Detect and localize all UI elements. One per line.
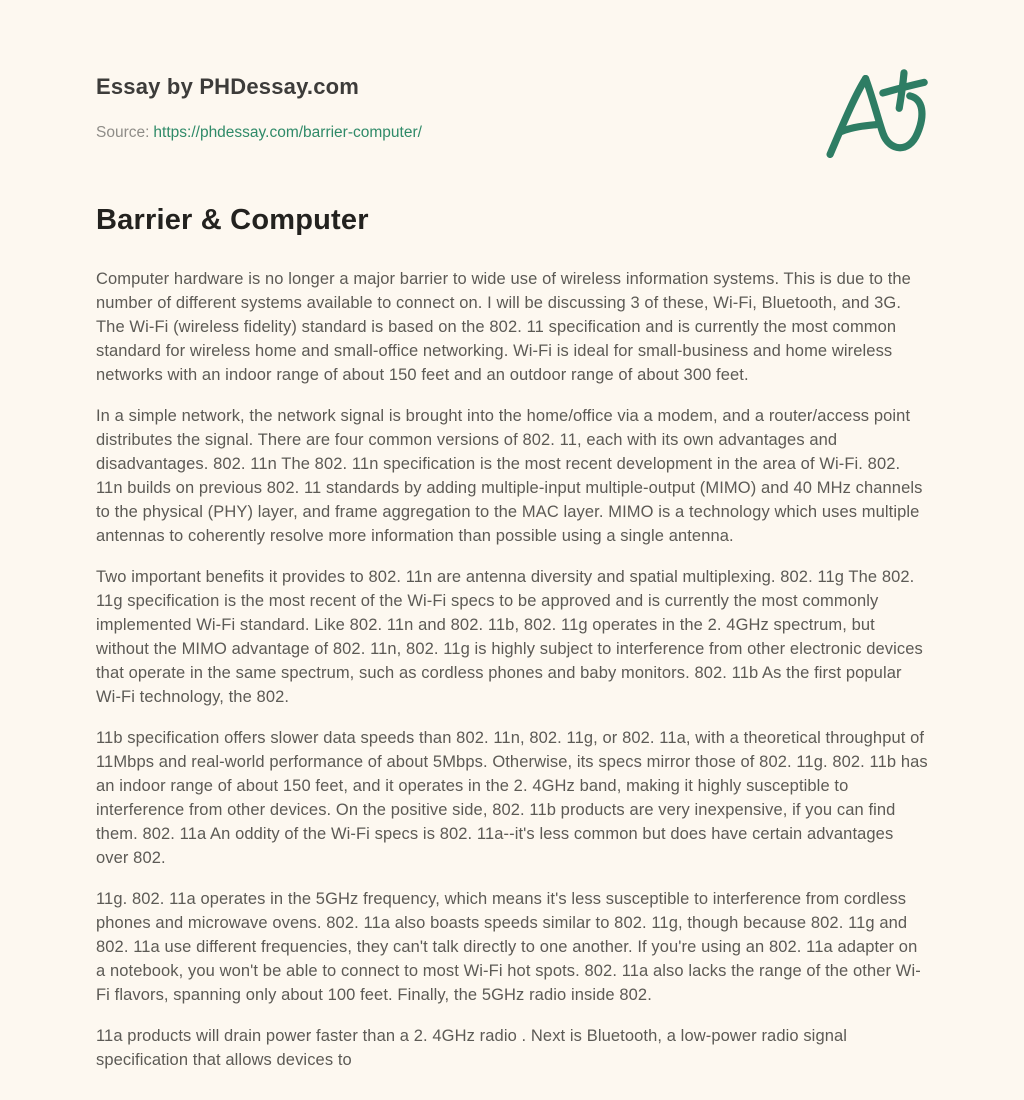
essay-paragraph: In a simple network, the network signal is brought into the home/office via a modem, and a router/access point distributes the signal. There are four common versions of 802. 11, each with its own advantages and disadvantages. 802. 11n The 802. 11n specification is the most recent development in the area of Wi-Fi. 802. 11n builds on previous 802. 11 standards by adding multiple-input multiple-output (MIMO) and 40 MHz channels to the physical (PHY) layer, and frame aggregation to the MAC layer. MIMO is a technology which uses multiple antennas to coherently resolve more information than possible using a single antenna. <box>96 407 923 545</box>
essay-paragraph: 11b specification offers slower data speeds than 802. 11n, 802. 11g, or 802. 11a, with a theoretical throughput of 11Mbps and real-world performance of about 5Mbps. Otherwise, its specs mirror those of 802. 11g. 802. 11b has an indoor range of about 150 feet, and it operates in the 2. 4GHz band, making it highly susceptible to interference from other devices. On the positive side, 802. 11b products are very inexpensive, if you can find them. 802. 11a An oddity of the Wi-Fi specs is 802. 11a--it's less common but does have certain advantages over 802. <box>96 729 928 867</box>
essay-title: Barrier & Computer <box>96 204 369 236</box>
essay-paragraph: Computer hardware is no longer a major barrier to wide use of wireless information systems. This is due to the number of different systems available to connect on. I will be discussing 3 of these, Wi-Fi, Bluetooth, and 3G. The Wi-Fi (wireless fidelity) standard is based on the 802. 11 specification and is currently the most common standard for wireless home and small-office networking. Wi-Fi is ideal for small-business and home wireless networks with an indoor range of about 150 feet and an outdoor range of about 300 feet. <box>96 270 911 384</box>
essay-paragraph: 11a products will drain power faster than a 2. 4GHz radio . Next is Bluetooth, a low-power radio signal specification that allows devices to <box>96 1027 848 1069</box>
source-link[interactable]: https://phdessay.com/barrier-computer/ <box>153 124 422 141</box>
site-title: Essay by PHDessay.com <box>96 74 360 99</box>
essay-paragraph: 11g. 802. 11a operates in the 5GHz frequency, which means it's less susceptible to interference from cordless phones and microwave ovens. 802. 11a also boasts speeds similar to 802. 11g, though because 802. 11g and 802. 11a use different frequencies, they can't talk directly to one another. If you're using an 802. 11a adapter on a notebook, you won't be able to connect to most Wi-Fi hot spots. 802. 11a also lacks the range of the other Wi-Fi flavors, spanning only about 100 feet. Finally, the 5GHz radio inside 802. <box>96 890 921 1004</box>
page-header <box>96 74 928 142</box>
source-line <box>96 124 928 142</box>
source-label: Source: <box>96 124 150 141</box>
essay-paragraph: Two important benefits it provides to 802. 11n are antenna diversity and spatial multiplexing. 802. 11g The 802. 11g specification is the most recent of the Wi-Fi specs to be approved and is currently the most commonly implemented Wi-Fi standard. Like 802. 11n and 802. 11b, 802. 11g operates in the 2. 4GHz spectrum, but without the MIMO advantage of 802. 11n, 802. 11g is highly subject to interference from other electronic devices that operate in the same spectrum, such as cordless phones and baby monitors. 802. 11b As the first popular Wi-Fi technology, the 802. <box>96 568 923 706</box>
essay-body <box>96 267 928 1072</box>
a-plus-logo-icon <box>820 68 940 164</box>
